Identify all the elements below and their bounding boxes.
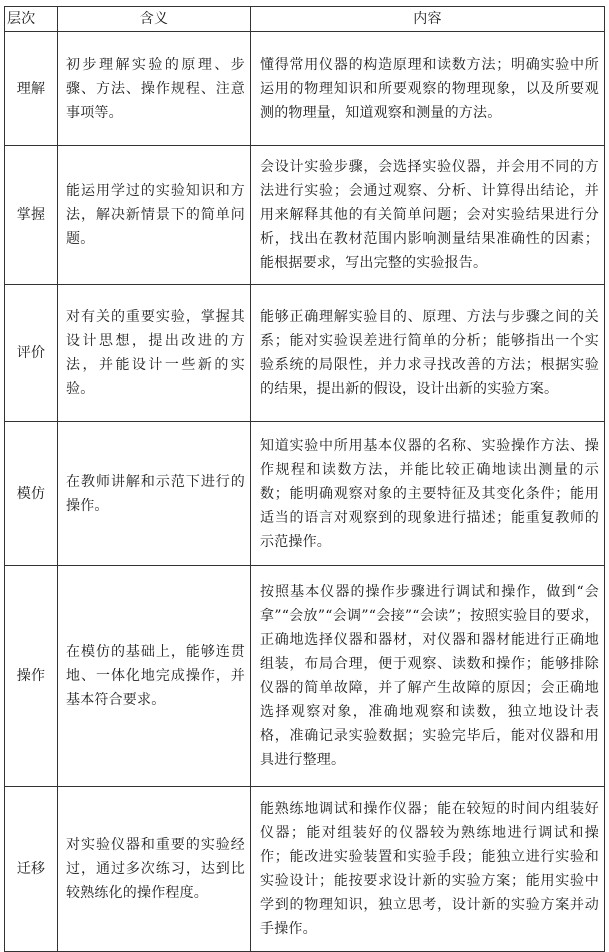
table-row xyxy=(5,285,605,422)
row-meaning: 在教师讲解和示范下进行的操作。 xyxy=(58,422,251,566)
table-row xyxy=(5,422,605,566)
row-meaning: 初步理解实验的原理、步骤、方法、操作规程、注意事项等。 xyxy=(58,32,251,146)
table-row xyxy=(5,787,605,952)
row-level: 迁移 xyxy=(5,787,58,952)
experiment-level-table xyxy=(4,6,605,952)
row-content: 能够正确理解实验目的、原理、方法与步骤之间的关系；能对实验误差进行简单的分析；能够指出一个实验系统的局限性，并力求寻找改善的方法；根据实验的结果，提出新的假设，设计出新的实验方案。 xyxy=(251,285,605,422)
row-level: 操作 xyxy=(5,566,58,787)
row-level: 模仿 xyxy=(5,422,58,566)
row-level: 评价 xyxy=(5,285,58,422)
row-content: 按照基本仪器的操作步骤进行调试和操作，做到“会拿”“会放”“会调”“会接”“会读”；按照实验目的要求，正确地选择仪器和器材，对仪器和器材能进行正确地组装，布局合理，便于观察、读数和操作；能够排除仪器的简单故障，并了解产生故障的原因；会正确地选择观察对象，准确地观察和读数，独立地设计表格，准确记录实验数据；实验完毕后，能对仪器和用具进行整理。 xyxy=(251,566,605,787)
header-level: 层次 xyxy=(5,7,58,32)
row-content: 能熟练地调试和操作仪器；能在较短的时间内组装好仪器；能对组装好的仪器较为熟练地进行调试和操作；能改进实验装置和实验手段；能独立进行实验和实验设计；能按要求设计新的实验方案；能用实验中学到的物理知识，独立思考，设计新的实验方案并动手操作。 xyxy=(251,787,605,952)
table-row xyxy=(5,32,605,146)
row-meaning: 在模仿的基础上，能够连贯地、一体化地完成操作，并基本符合要求。 xyxy=(58,566,251,787)
table-row xyxy=(5,146,605,285)
row-meaning: 能运用学过的实验知识和方法，解决新情景下的简单问题。 xyxy=(58,146,251,285)
row-content: 懂得常用仪器的构造原理和读数方法；明确实验中所运用的物理知识和所要观察的物理现象，以及所要观测的物理量，知道观察和测量的方法。 xyxy=(251,32,605,146)
row-level: 掌握 xyxy=(5,146,58,285)
row-meaning: 对有关的重要实验，掌握其设计思想，提出改进的方法，并能设计一些新的实验。 xyxy=(58,285,251,422)
row-content: 知道实验中所用基本仪器的名称、实验操作方法、操作规程和读数方法，并能比较正确地读出测量的示数；能明确观察对象的主要特征及其变化条件；能用适当的语言对观察到的现象进行描述；能重复教师的示范操作。 xyxy=(251,422,605,566)
row-content: 会设计实验步骤，会选择实验仪器，并会用不同的方法进行实验；会通过观察、分析、计算得出结论，并用来解释其他的有关简单问题；会对实验结果进行分析，找出在教材范围内影响测量结果准确性的因素；能根据要求，写出完整的实验报告。 xyxy=(251,146,605,285)
row-level: 理解 xyxy=(5,32,58,146)
header-meaning: 含义 xyxy=(58,7,251,32)
header-row xyxy=(5,7,605,32)
row-meaning: 对实验仪器和重要的实验经过，通过多次练习，达到比较熟练化的操作程度。 xyxy=(58,787,251,952)
table-row xyxy=(5,566,605,787)
header-content: 内容 xyxy=(251,7,605,32)
